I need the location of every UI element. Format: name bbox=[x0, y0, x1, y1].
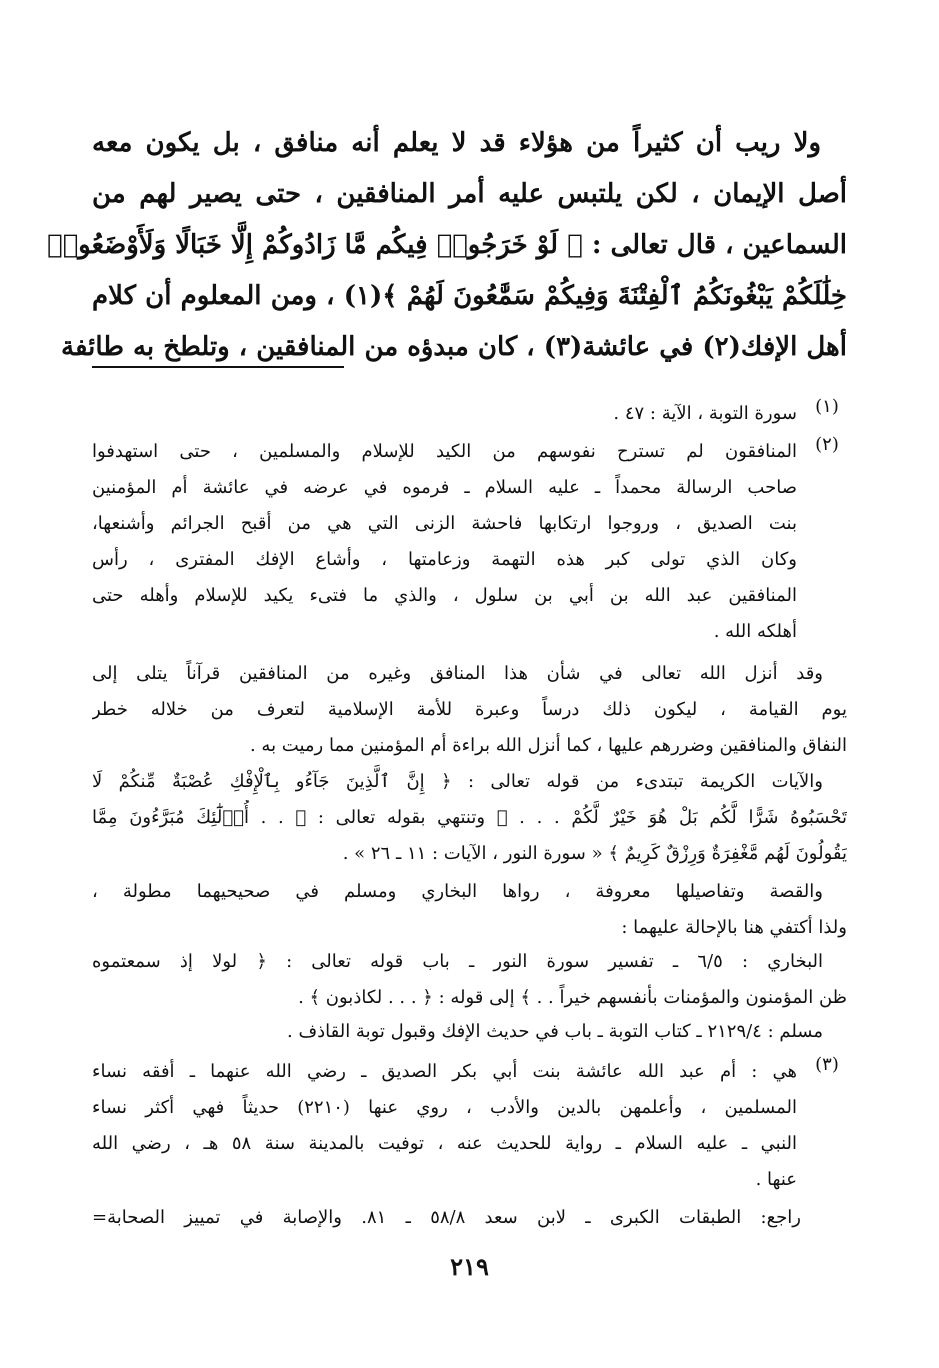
footnote-line: تَحْسَبُوهُ شَرًّا لَّكُم بَلْ هُوَ خَيْرٌ لَّكُمْ . . . ﴾ وتنتهي بقوله تعالى : ﴿ . . أُو۟لَٰٓئِكَ مُبَرَّءُونَ مِمَّا bbox=[92, 807, 847, 828]
footnote-line: هي : أم عبد الله عائشة بنت أبي بكر الصديق ـ رضي الله عنهما ـ أفقه نساء bbox=[92, 1061, 797, 1082]
footnote-number: (٢) bbox=[815, 434, 839, 455]
footnote-line: وقد أنزل الله تعالى في شأن هذا المنافق وغيره من المنافقين قرآناً يتلى إلى bbox=[92, 663, 823, 684]
footnote-2 bbox=[92, 434, 847, 650]
footnote-line: مسلم : ٢١٢٩/٤ ـ كتاب التوبة ـ باب في حديث الإفك وقبول توبة القاذف . bbox=[287, 1021, 823, 1042]
footnote-2-story bbox=[92, 874, 847, 946]
footnote-3 bbox=[92, 1054, 847, 1198]
footnote-1 bbox=[92, 396, 847, 432]
footnote-line: النفاق والمنافقين وضررهم عليها ، كما أنزل الله براءة أم المؤمنين مما رميت به . bbox=[249, 735, 847, 756]
footnote-number: (١) bbox=[815, 396, 839, 417]
footnote-line: البخاري : ٦/٥ ـ تفسير سورة النور ـ باب قوله تعالى : ﴿ لولا إذ سمعتموه bbox=[92, 951, 824, 972]
main-line: خِلَٰلَكُمْ يَبْغُونَكُمُ ٱلْفِتْنَةَ وَفِيكُمْ سَمَّٰعُونَ لَهُمْ ﴾(١) ، ومن المعلوم أن كلام bbox=[92, 281, 848, 311]
main-line: السماعين ، قال تعالى : ﴿ لَوْ خَرَجُوا۟ فِيكُم مَّا زَادُوكُمْ إِلَّا خَبَالًا وَلَأَوْضَعُوا۟ bbox=[46, 230, 847, 260]
footnote-2-muslim bbox=[92, 1014, 847, 1050]
footnote-line: عنها . bbox=[755, 1169, 797, 1190]
footnote-line: يَقُولُونَ لَهُم مَّغْفِرَةٌ وَرِزْقٌ كَرِيمٌ ﴾ « سورة النور ، الآيات : ١١ ـ ٢٦ » . bbox=[342, 843, 847, 864]
footnote-line: سورة التوبة ، الآية : ٤٧ . bbox=[613, 403, 797, 424]
footnote-line: وكان الذي تولى كبر هذه التهمة وزعامتها ، وأشاع الإفك المفترى ، رأس bbox=[92, 549, 797, 570]
footnote-line: المسلمين ، وأعلمهن بالدين والأدب ، روي عنها (٢٢١٠) حديثاً فهي أكثر نساء bbox=[92, 1097, 797, 1118]
footnote-line: النبي ـ عليه السلام ـ رواية للحديث عنه ، توفيت بالمدينة سنة ٥٨ هـ ، رضي الله bbox=[92, 1133, 797, 1154]
footnote-2-paragraph bbox=[92, 656, 847, 764]
footnote-line: والآيات الكريمة تبتدىء من قوله تعالى : ﴿ إِنَّ ٱلَّذِينَ جَآءُو بِٱلْإِفْكِ عُصْبَةٌ مِّنكُمْ لَا bbox=[92, 771, 823, 792]
footnote-line: ولذا أكتفي هنا بالإحالة عليهما : bbox=[621, 917, 847, 938]
footnote-2-bukhari bbox=[92, 944, 847, 1016]
main-line: أصل الإيمان ، لكن يلتبس عليه أمر المنافقين ، حتى يصير لهم من bbox=[92, 179, 847, 209]
footnote-line: أهلكه الله . bbox=[713, 621, 797, 642]
footnote-line: بنت الصديق ، وروجوا ارتكابها فاحشة الزنى التي هي من أقبح الجرائم وأشنعها، bbox=[92, 513, 797, 534]
footnote-line: ظن المؤمنون والمؤمنات بأنفسهم خيراً . . ﴾ إلى قوله : ﴿ . . . لكاذبون ﴾ . bbox=[298, 987, 847, 1008]
footnote-line: المنافقين عبد الله بن أبي بن سلول ، والذي ما فتىء يكيد للإسلام وأهله حتى bbox=[92, 585, 797, 606]
page-number: ٢١٩ bbox=[450, 1252, 489, 1281]
footnote-2-verses bbox=[92, 764, 847, 872]
main-line: ولا ريب أن كثيراً من هؤلاء قد لا يعلم أنه منافق ، بل يكون معه bbox=[92, 128, 821, 158]
footnote-line: صاحب الرسالة محمداً ـ عليه السلام ـ فرموه في عرضه في عائشة أم المؤمنين bbox=[92, 477, 797, 498]
main-line: أهل الإفك(٢) في عائشة(٣) ، كان مبدؤه من المنافقين ، وتلطخ به طائفة bbox=[61, 332, 847, 362]
footnote-3-reference bbox=[92, 1200, 847, 1236]
footnote-line: يوم القيامة ، ليكون ذلك درساً وعبرة للأمة الإسلامية لتعرف من خلاله خطر bbox=[92, 699, 847, 720]
footnote-number: (٣) bbox=[815, 1054, 839, 1075]
footnote-line: راجع: الطبقات الكبرى ـ لابن سعد ٥٨/٨ ـ ٨١. والإصابة في تمييز الصحابة= bbox=[92, 1207, 801, 1228]
footnote-separator bbox=[92, 366, 344, 368]
main-text bbox=[46, 118, 848, 373]
footnote-line: المنافقون لم تسترح نفوسهم من الكيد للإسلام والمسلمين ، حتى استهدفوا bbox=[92, 441, 797, 462]
footnote-line: والقصة وتفاصيلها معروفة ، رواها البخاري ومسلم في صحيحيهما مطولة ، bbox=[92, 881, 823, 902]
